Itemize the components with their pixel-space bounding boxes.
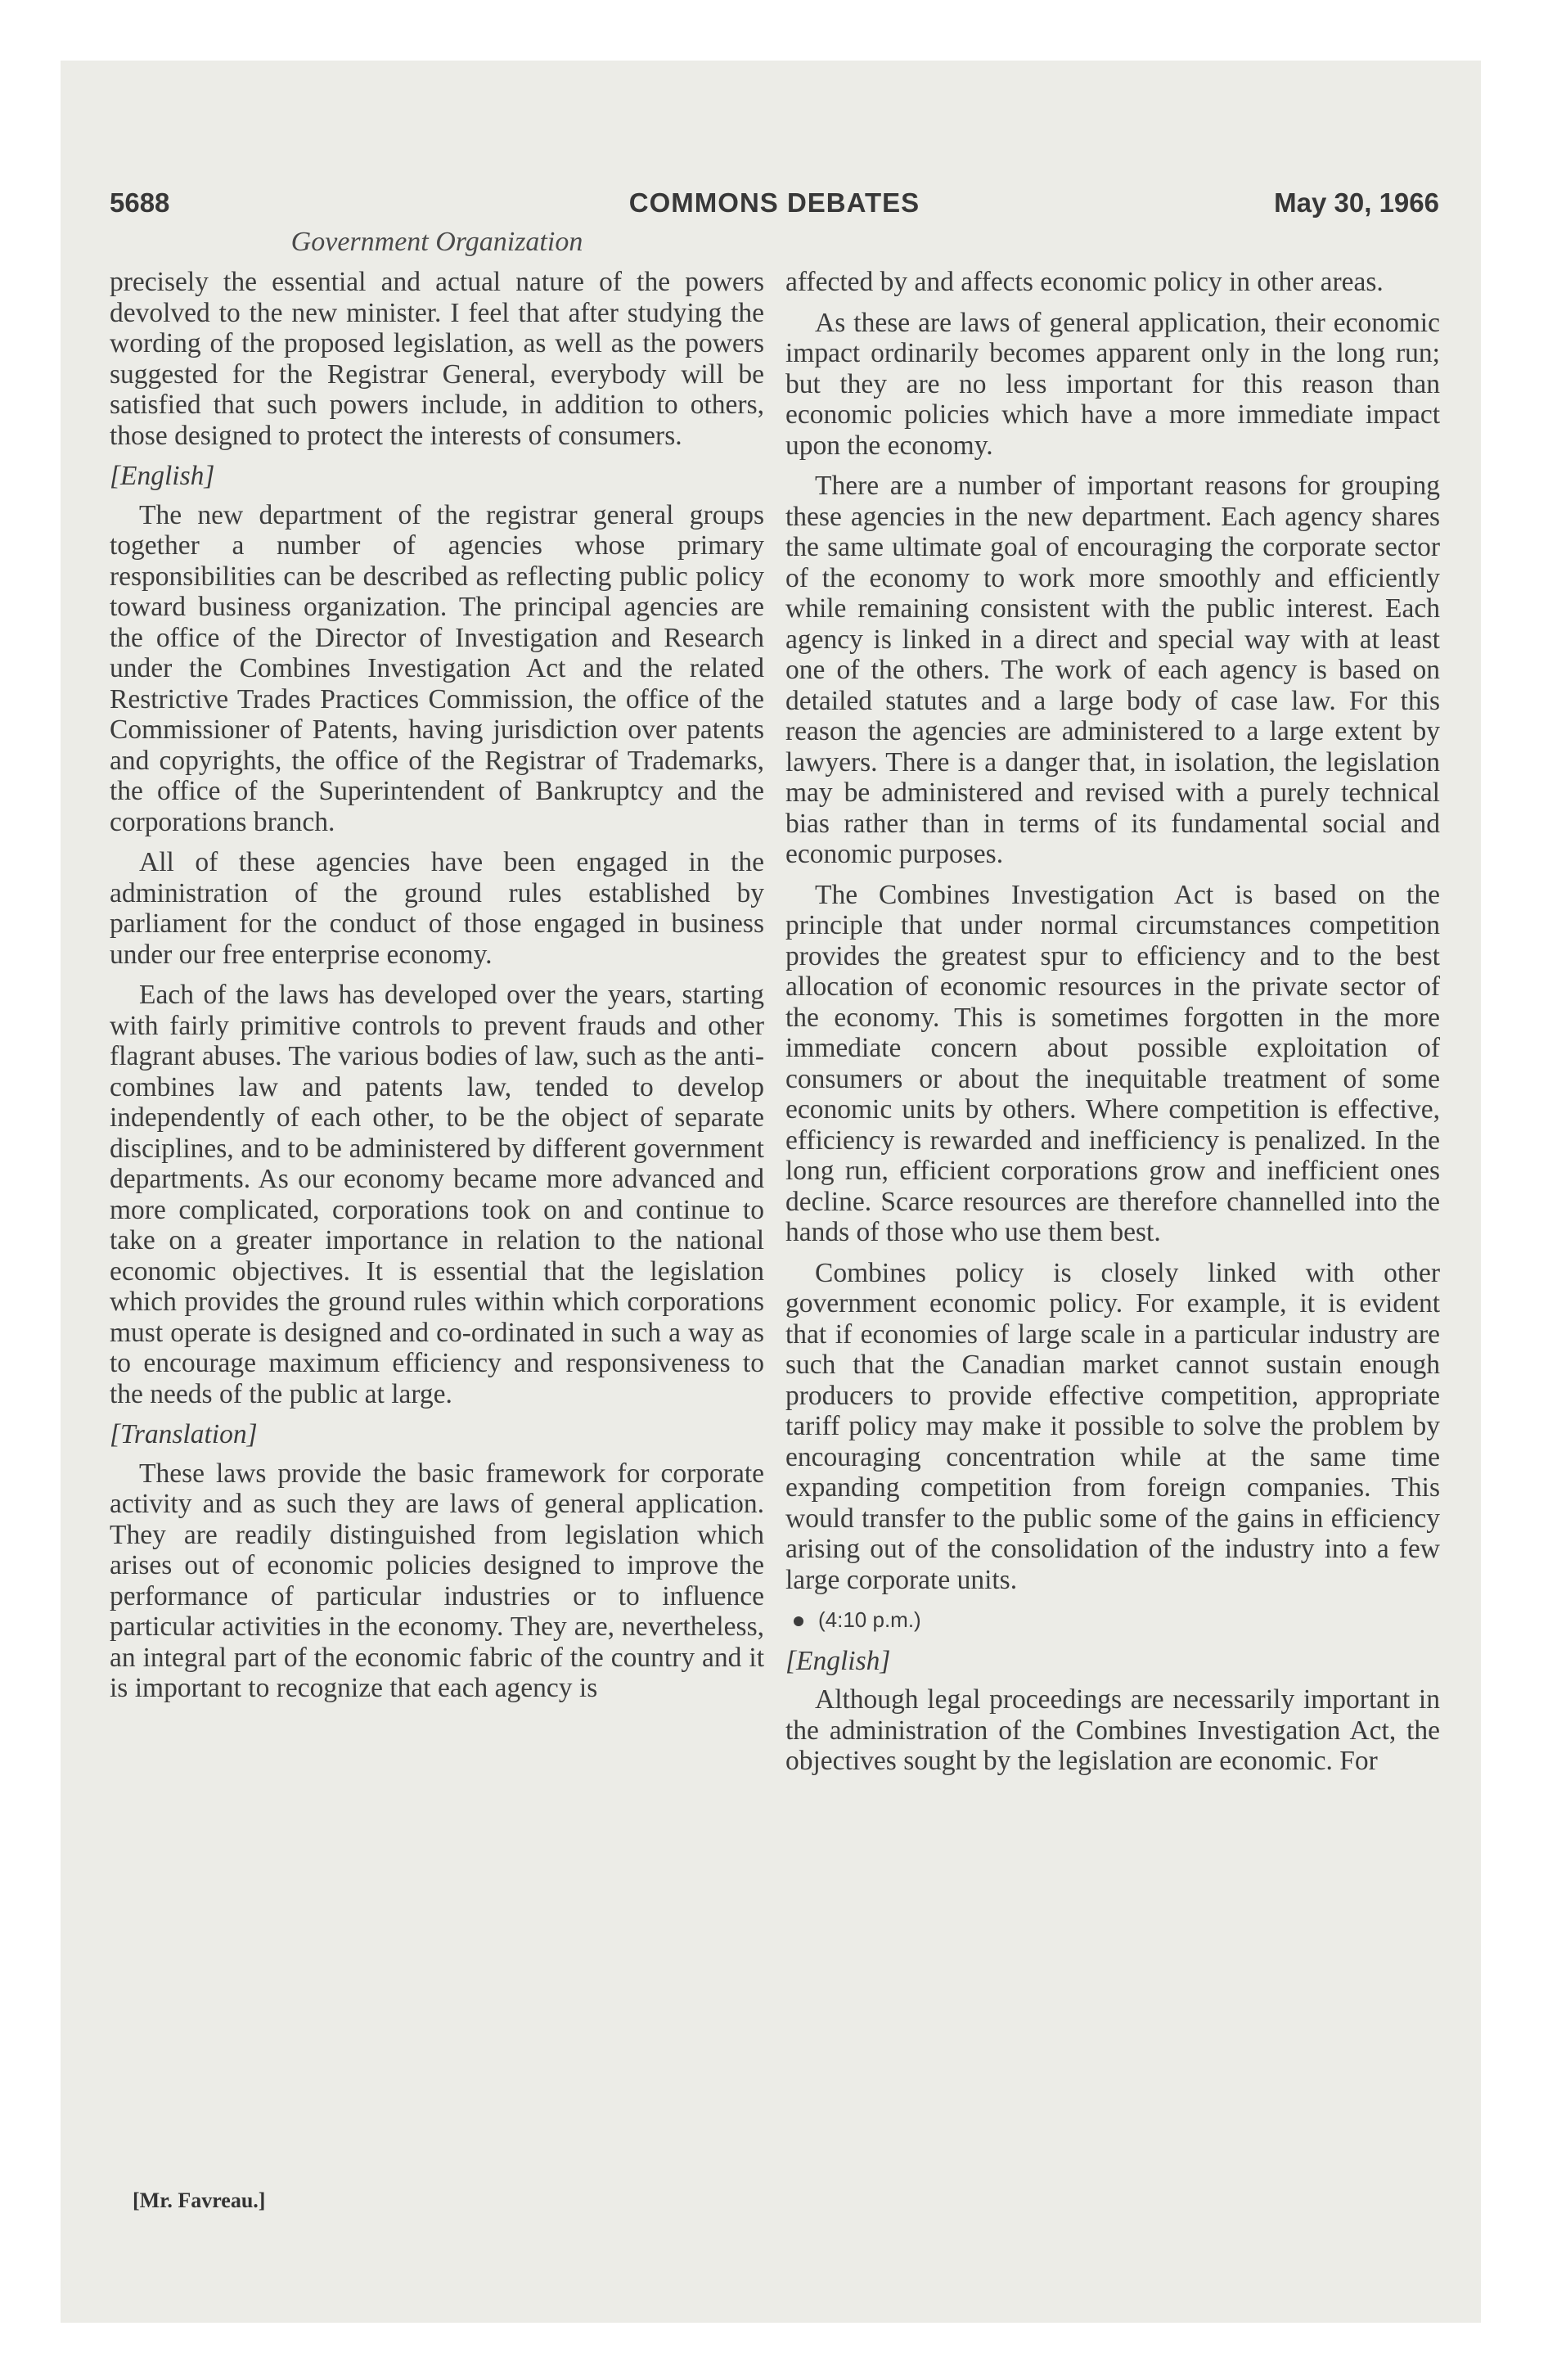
left-column [110, 267, 764, 1714]
timestamp-text: (4:10 p.m.) [818, 1607, 921, 1632]
paragraph: All of these agencies have been engaged in the administration of the ground rules established by parliament for the conduct of those engaged in business under our free enterprise economy. [110, 847, 764, 970]
paragraph: As these are laws of general application, their economic impact ordinarily becomes apparent only in the long run; but they are no less important for this reason than economic policies which have a more immediate impact upon the economy. [785, 307, 1440, 461]
paragraph: precisely the essential and actual nature of the powers devolved to the new minister. I feel that after studying the wording of the proposed legislation, as well as the powers suggested for the Registrar General, everybody will be satisfied that such powers include, in addition to others, those designed to protect the interests of consumers. [110, 267, 764, 451]
speaker-footer: [Mr. Favreau.] [133, 2188, 266, 2212]
paragraph: Although legal proceedings are necessarily important in the administration of the Combines Investigation Act, the objectives sought by the legislation are economic. For [785, 1684, 1440, 1776]
section-heading: Government Organization [290, 227, 583, 257]
paragraph: The new department of the registrar general groups together a number of agencies whose primary responsibilities can be described as reflecting public policy toward business organization. The principal agencies are the office of the Director of Investigation and Research under the Combines Investigation Act and the related Restrictive Trades Practices Commission, the office of the Commissioner of Patents, having jurisdiction over patents and copyrights, the office of the Registrar of Trademarks, the office of the Superintendent of Bankruptcy and the corporations branch. [110, 499, 764, 837]
page-header [110, 187, 1439, 225]
page-number: 5688 [110, 187, 170, 218]
language-tag: [English] [110, 461, 215, 491]
document-page [61, 61, 1481, 2323]
issue-date: May 30, 1966 [1274, 187, 1439, 218]
bullet-icon [794, 1616, 803, 1626]
publication-title: COMMONS DEBATES [628, 187, 920, 218]
language-tag: [English] [785, 1645, 891, 1676]
paragraph: The Combines Investigation Act is based on the principle that under normal circumstances competition provides the greatest spur to efficiency and to the best allocation of economic resources in the private sector of the economy. This is sometimes forgotten in the more immediate concern about possible exploitation of consumers or about the inequitable treatment of some economic units by others. Where competition is effective, efficiency is rewarded and inefficiency is penalized. In the long run, efficient corporations grow and inefficient ones decline. Scarce resources are therefore channelled into the hands of those who use them best. [785, 879, 1440, 1247]
paragraph: Combines policy is closely linked with other government economic policy. For example, it is evident that if economies of large scale in a particular industry are such that the Canadian market cannot sustain enough producers to provide effective competition, appropriate tariff policy may make it possible to solve the problem by encouraging concentration while at the same time expanding competition from foreign companies. This would transfer to the public some of the gains in efficiency arising out of the consolidation of the industry into a few large corporate units. [785, 1257, 1440, 1595]
paragraph: These laws provide the basic framework for corporate activity and as such they are laws of general application. They are readily distinguished from legislation which arises out of economic policies designed to improve the performance of particular industries or to influence particular activities in the economy. They are, nevertheless, an integral part of the economic fabric of the country and it is important to recognize that each agency is [110, 1458, 764, 1703]
timestamp [794, 1605, 1440, 1636]
right-column [785, 267, 1440, 1787]
paragraph: affected by and affects economic policy in other areas. [785, 267, 1384, 297]
language-tag: [Translation] [110, 1419, 258, 1449]
paragraph: There are a number of important reasons for grouping these agencies in the new department. Each agency shares the same ultimate goal of encouraging the corporate sector of the economy to work more smoothly and efficiently while remaining consistent with the public interest. Each agency is linked in a direct and special way with at least one of the others. The work of each agency is based on detailed statutes and a large body of case law. For this reason the agencies are administered to a large extent by lawyers. There is a danger that, in isolation, the legislation may be administered and revised with a purely technical bias rather than in terms of its fundamental social and economic purposes. [785, 471, 1440, 869]
paragraph: Each of the laws has developed over the years, starting with fairly primitive controls to prevent frauds and other flagrant abuses. The various bodies of law, such as the anti-combines law and patents law, tended to develop independently of each other, to be the object of separate disciplines, and to be administered by different government departments. As our economy became more advanced and more complicated, corporations took on and continue to take on a greater importance in relation to the national economic objectives. It is essential that the legislation which provides the ground rules within which corporations must operate is designed and co-ordinated in such a way as to encourage maximum efficiency and responsiveness to the needs of the public at large. [110, 980, 764, 1409]
